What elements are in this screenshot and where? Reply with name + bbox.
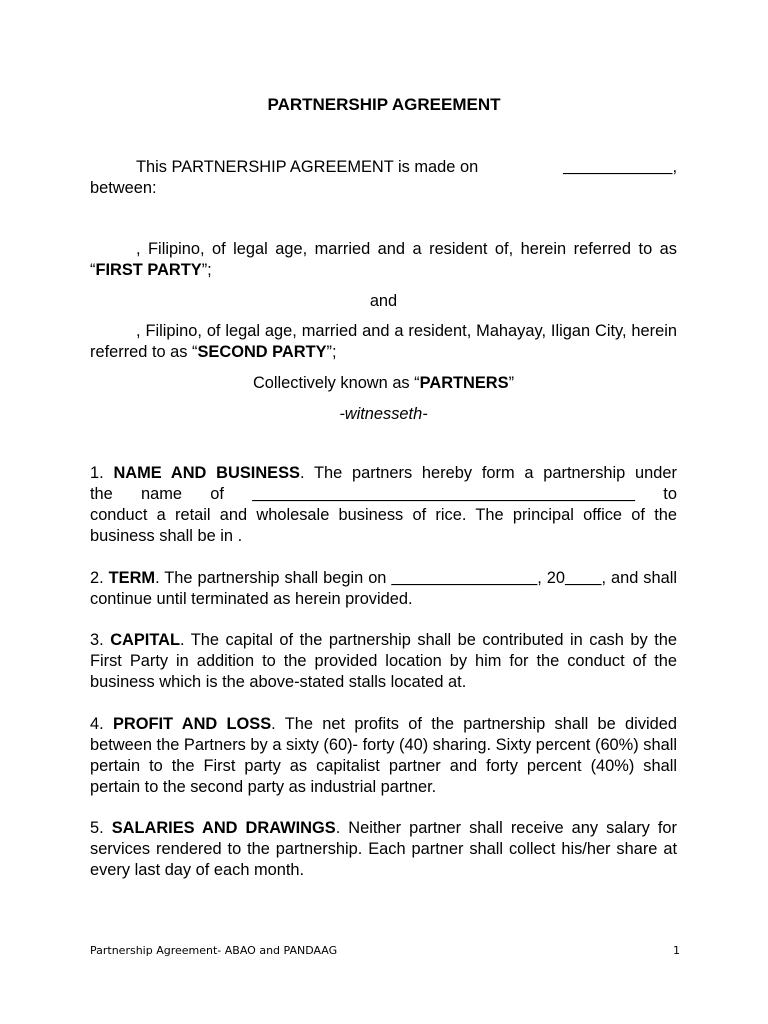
section-1-word-name: name <box>141 485 183 503</box>
footer-title: Partnership Agreement- ABAO and PANDAAG <box>90 944 338 957</box>
collective-label: PARTNERS <box>419 374 509 392</box>
section-1-name-line <box>90 484 677 505</box>
section-5-number: 5. <box>90 819 112 837</box>
section-3-text: . The capital of the partnership shall be contributed in cash by the First Party in addition to the provided location by him for the conduct of the business which is the above-stated stalls located at. <box>90 631 677 691</box>
section-salaries-and-drawings <box>90 818 677 881</box>
section-4-text: . The net profits of the partnership shall be divided between the Partners by a sixty (60)- forty (40) sharing. Sixty percent (60%) shall pertain to the First party as capitalist partner and forty percent (40%) shall pertain to the second party as industrial partner. <box>90 715 678 796</box>
intro-paragraph <box>90 157 677 199</box>
section-capital <box>90 630 677 693</box>
second-party-label: SECOND PARTY <box>197 343 327 361</box>
section-2-number: 2. <box>90 569 109 587</box>
section-5-text: . Neither partner shall receive any salary for services rendered to the partnership. Each partner shall collect his/her share at every last day of each month. <box>90 819 678 879</box>
first-party-text: , Filipino, of legal age, married and a resident of, herein referred to as “ <box>90 240 677 279</box>
section-3-number: 3. <box>90 631 111 649</box>
second-party-paragraph <box>90 321 677 363</box>
section-5-heading: SALARIES AND DRAWINGS <box>111 819 336 837</box>
year-blank: ____ <box>565 569 602 587</box>
collective-end: ” <box>508 374 515 392</box>
collective-text: Collectively known as “ <box>252 374 420 392</box>
first-party-paragraph <box>90 239 677 281</box>
page-number: 1 <box>673 944 680 957</box>
section-4-heading: PROFIT AND LOSS <box>112 715 272 733</box>
section-2-text1: . The partnership shall begin on <box>155 569 392 587</box>
second-party-end: ”; <box>326 343 337 361</box>
section-2-text2: , 20 <box>537 569 565 587</box>
intro-lead: This PARTNERSHIP AGREEMENT is made on <box>136 158 479 176</box>
section-1-word-to: to <box>663 485 677 503</box>
section-name-and-business <box>90 463 677 547</box>
section-2-text3: , and shall continue until terminated as herein provided. <box>90 569 677 608</box>
section-profit-and-loss <box>90 714 677 798</box>
second-party-text: , Filipino, of legal age, married and a resident, Mahayay, Iligan City, herein referred to as “ <box>90 322 677 361</box>
section-1-line1: . The partners hereby form a partnership under <box>299 464 677 482</box>
section-3-heading: CAPITAL <box>110 631 180 649</box>
page-footer <box>90 943 680 959</box>
section-4-number: 4. <box>90 715 113 733</box>
witnesseth-line: -witnesseth- <box>339 405 428 423</box>
and-connector: and <box>369 292 398 310</box>
section-1-word-the: the <box>90 485 113 503</box>
collective-line <box>90 373 677 394</box>
section-term <box>90 568 677 610</box>
section-1-heading: NAME AND BUSINESS <box>113 464 300 482</box>
first-party-end: ”; <box>201 261 212 279</box>
section-1-word-of: of <box>210 485 224 503</box>
section-1-rest: conduct a retail and wholesale business of rice. The principal office of the business shall be in . <box>90 506 677 545</box>
date-blank: ____________ <box>563 158 673 176</box>
intro-comma: , <box>672 158 677 176</box>
intro-between: between: <box>90 179 157 197</box>
document-title: PARTNERSHIP AGREEMENT <box>267 95 501 114</box>
start-date-blank: ________________ <box>391 569 538 587</box>
section-1-number: 1. <box>90 464 114 482</box>
first-party-label: FIRST PARTY <box>95 261 202 279</box>
intro-text <box>136 157 478 178</box>
section-2-heading: TERM <box>108 569 156 587</box>
business-name-blank: __________________________________________ <box>252 485 636 503</box>
